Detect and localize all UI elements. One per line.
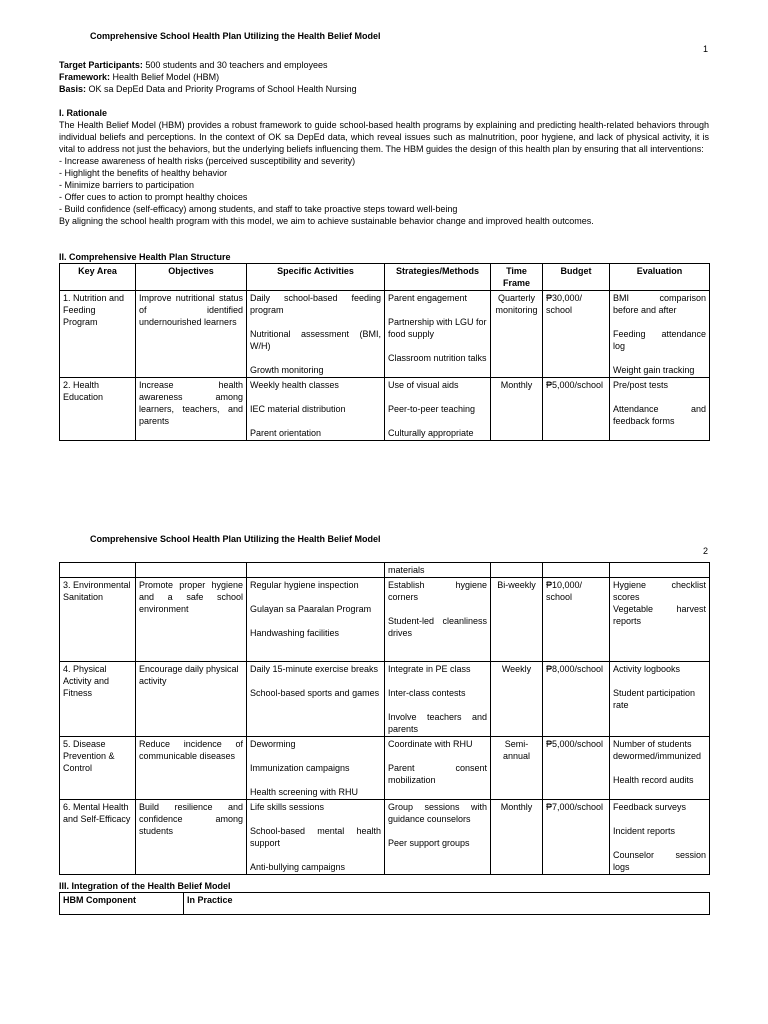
rationale-bullet: - Build confidence (self-efficacy) among students, and staff to take proactive steps toward well-being	[59, 204, 458, 214]
evaluation	[610, 737, 710, 800]
table-row	[60, 578, 710, 662]
objective: Encourage daily physical activity	[136, 662, 247, 737]
activity: Daily 15-minute exercise breaks	[250, 664, 379, 674]
empty-cell	[136, 563, 247, 578]
evaluation-item: Health record audits	[613, 775, 694, 785]
objective: Improve nutritional status of identified undernourished learners	[136, 291, 247, 378]
strategy: Culturally appropriate	[388, 428, 474, 438]
meta-value: Health Belief Model (HBM)	[110, 72, 220, 82]
rationale-bullet: - Highlight the benefits of healthy behavior	[59, 168, 228, 178]
document-title: Comprehensive School Health Plan Utilizing the Health Belief Model	[90, 534, 381, 544]
strategies	[385, 291, 491, 378]
table-row	[60, 291, 710, 378]
evaluation	[610, 662, 710, 737]
strategy: Integrate in PE class	[388, 664, 471, 674]
activity: Deworming	[250, 739, 296, 749]
activity: IEC material distribution	[250, 404, 346, 414]
time-frame: Monthly	[491, 800, 543, 875]
strategy: Partnership with LGU for food supply	[388, 317, 487, 339]
column-header: HBM Component	[60, 893, 184, 915]
rationale-bullet: - Offer cues to action to prompt healthy choices	[59, 192, 248, 202]
activities	[247, 662, 385, 737]
table-row	[60, 737, 710, 800]
meta-label: Target Participants:	[59, 60, 143, 70]
column-header: Specific Activities	[247, 264, 385, 291]
empty-cell	[543, 563, 610, 578]
objective: Increase health awareness among learners, teachers, and parents	[136, 378, 247, 441]
time-frame: Monthly	[491, 378, 543, 441]
activities	[247, 291, 385, 378]
key-area: 3. Environmental Sanitation	[60, 578, 136, 662]
evaluation	[610, 291, 710, 378]
evaluation-item: Pre/post tests	[613, 380, 669, 390]
basis	[59, 83, 709, 95]
evaluation-item: Counselor session logs	[613, 850, 706, 872]
objective: Promote proper hygiene and a safe school environment	[136, 578, 247, 662]
key-area: 2. Health Education	[60, 378, 136, 441]
section-heading: I. Rationale	[59, 108, 108, 118]
meta-label: Framework:	[59, 72, 111, 82]
evaluation-item: BMI comparison before and after	[613, 293, 706, 315]
evaluation-item: Vegetable harvest reports	[613, 604, 706, 626]
section-heading: III. Integration of the Health Belief Model	[59, 881, 231, 891]
time-frame: Weekly	[491, 662, 543, 737]
key-area: 6. Mental Health and Self-Efficacy	[60, 800, 136, 875]
document-title: Comprehensive School Health Plan Utilizing the Health Belief Model	[90, 31, 381, 41]
evaluation-item: Weight gain tracking	[613, 365, 695, 375]
table-row	[60, 563, 710, 578]
page-number: 1	[702, 44, 708, 54]
evaluation-item: Attendance and feedback forms	[613, 404, 706, 426]
activity: Growth monitoring	[250, 365, 324, 375]
strategy: Peer support groups	[388, 838, 470, 848]
budget: ₱10,000/ school	[543, 578, 610, 662]
activity: School-based sports and games	[250, 688, 380, 698]
target-participants	[59, 59, 709, 71]
meta-value: 500 students and 30 teachers and employees	[142, 60, 328, 70]
evaluation-item: Feedback surveys	[613, 802, 687, 812]
strategy: Involve teachers and parents	[388, 712, 487, 734]
key-area: 4. Physical Activity and Fitness	[60, 662, 136, 737]
evaluation-item: Student participation rate	[613, 688, 696, 710]
strategy: Group sessions with guidance counselors	[388, 802, 487, 824]
column-header: Objectives	[136, 264, 247, 291]
strategy: Parent consent mobilization	[388, 763, 487, 785]
activity: Anti-bullying campaigns	[250, 862, 346, 872]
health-plan-table	[59, 263, 710, 441]
framework	[59, 71, 709, 83]
evaluation	[610, 578, 710, 662]
strategy: Establish hygiene corners	[388, 580, 487, 602]
strategies	[385, 662, 491, 737]
rationale-bullet: - Minimize barriers to participation	[59, 180, 195, 190]
rationale-bullet: - Increase awareness of health risks (perceived susceptibility and severity)	[59, 156, 356, 166]
strategy: Inter-class contests	[388, 688, 466, 698]
objective: Build resilience and confidence among students	[136, 800, 247, 875]
activity: School-based mental health support	[250, 826, 381, 848]
key-area: 5. Disease Prevention & Control	[60, 737, 136, 800]
activity: Handwashing facilities	[250, 628, 340, 638]
plan-meta	[59, 59, 709, 95]
key-area: 1. Nutrition and Feeding Program	[60, 291, 136, 378]
strategy: Parent engagement	[388, 293, 468, 303]
budget: ₱5,000/school	[543, 737, 610, 800]
activity: Parent orientation	[250, 428, 322, 438]
evaluation-item: Incident reports	[613, 826, 676, 836]
column-header: Evaluation	[610, 264, 710, 291]
empty-cell	[247, 563, 385, 578]
objective: Reduce incidence of communicable diseases	[136, 737, 247, 800]
activities	[247, 800, 385, 875]
rationale-closing: By aligning the school health program with this model, we aim to achieve sustainable behavior change and improved health outcomes.	[59, 216, 594, 226]
strategies	[385, 378, 491, 441]
time-frame: Bi-weekly	[491, 578, 543, 662]
budget: ₱5,000/school	[543, 378, 610, 441]
activity: Gulayan sa Paaralan Program	[250, 604, 372, 614]
activities	[247, 737, 385, 800]
rationale-section	[59, 107, 709, 227]
activity: Life skills sessions	[250, 802, 325, 812]
table-row	[60, 378, 710, 441]
empty-cell	[610, 563, 710, 578]
budget: ₱30,000/ school	[543, 291, 610, 378]
empty-cell	[491, 563, 543, 578]
budget: ₱7,000/school	[543, 800, 610, 875]
rationale-paragraph: The Health Belief Model (HBM) provides a robust framework to guide school-based health programs by explaining and predicting health-related behaviors through individual beliefs and perceptions. In the context of OK sa DepEd data, which reveal issues such as malnutrition, poor hygiene, and lack of physical activity, it is vital to address not just the behaviors, but the underlying beliefs influencing them. The HBM guides the design of this health plan by ensuring that all interventions:	[59, 120, 709, 154]
column-header: Key Area	[60, 264, 136, 291]
table-header-row	[60, 893, 710, 915]
meta-value: OK sa DepEd Data and Priority Programs of School Health Nursing	[86, 84, 357, 94]
evaluation-item: Number of students dewormed/immunized	[613, 739, 702, 761]
activity: Immunization campaigns	[250, 763, 350, 773]
strategy: Coordinate with RHU	[388, 739, 473, 749]
strategies	[385, 800, 491, 875]
activity: Daily school-based feeding program	[250, 293, 381, 315]
activity: Weekly health classes	[250, 380, 339, 390]
activity: Regular hygiene inspection	[250, 580, 359, 590]
column-header: Strategies/Methods	[385, 264, 491, 291]
time-frame: Quarterly monitoring	[491, 291, 543, 378]
strategy: Peer-to-peer teaching	[388, 404, 476, 414]
evaluation	[610, 378, 710, 441]
table-row	[60, 662, 710, 737]
strategy: Classroom nutrition talks	[388, 353, 487, 363]
hbm-integration-table	[59, 892, 710, 915]
strategy: Student-led cleanliness drives	[388, 616, 487, 638]
health-plan-table-continued	[59, 562, 710, 875]
time-frame: Semi-annual	[491, 737, 543, 800]
column-header: Budget	[543, 264, 610, 291]
strategies	[385, 737, 491, 800]
strategy: Use of visual aids	[388, 380, 459, 390]
column-header: Time Frame	[491, 264, 543, 291]
table-header-row	[60, 264, 710, 291]
evaluation-item: Hygiene checklist scores	[613, 580, 706, 602]
activities	[247, 578, 385, 662]
table-row	[60, 800, 710, 875]
budget: ₱8,000/school	[543, 662, 610, 737]
continued-strategy: materials	[385, 563, 491, 578]
activities	[247, 378, 385, 441]
evaluation-item: Feeding attendance log	[613, 329, 706, 351]
activity: Nutritional assessment (BMI, W/H)	[250, 329, 381, 351]
column-header: In Practice	[184, 893, 710, 915]
evaluation	[610, 800, 710, 875]
activity: Health screening with RHU	[250, 787, 359, 797]
section-heading: II. Comprehensive Health Plan Structure	[59, 252, 231, 262]
empty-cell	[60, 563, 136, 578]
page-number: 2	[702, 546, 708, 556]
meta-label: Basis:	[59, 84, 87, 94]
evaluation-item: Activity logbooks	[613, 664, 681, 674]
strategies	[385, 578, 491, 662]
